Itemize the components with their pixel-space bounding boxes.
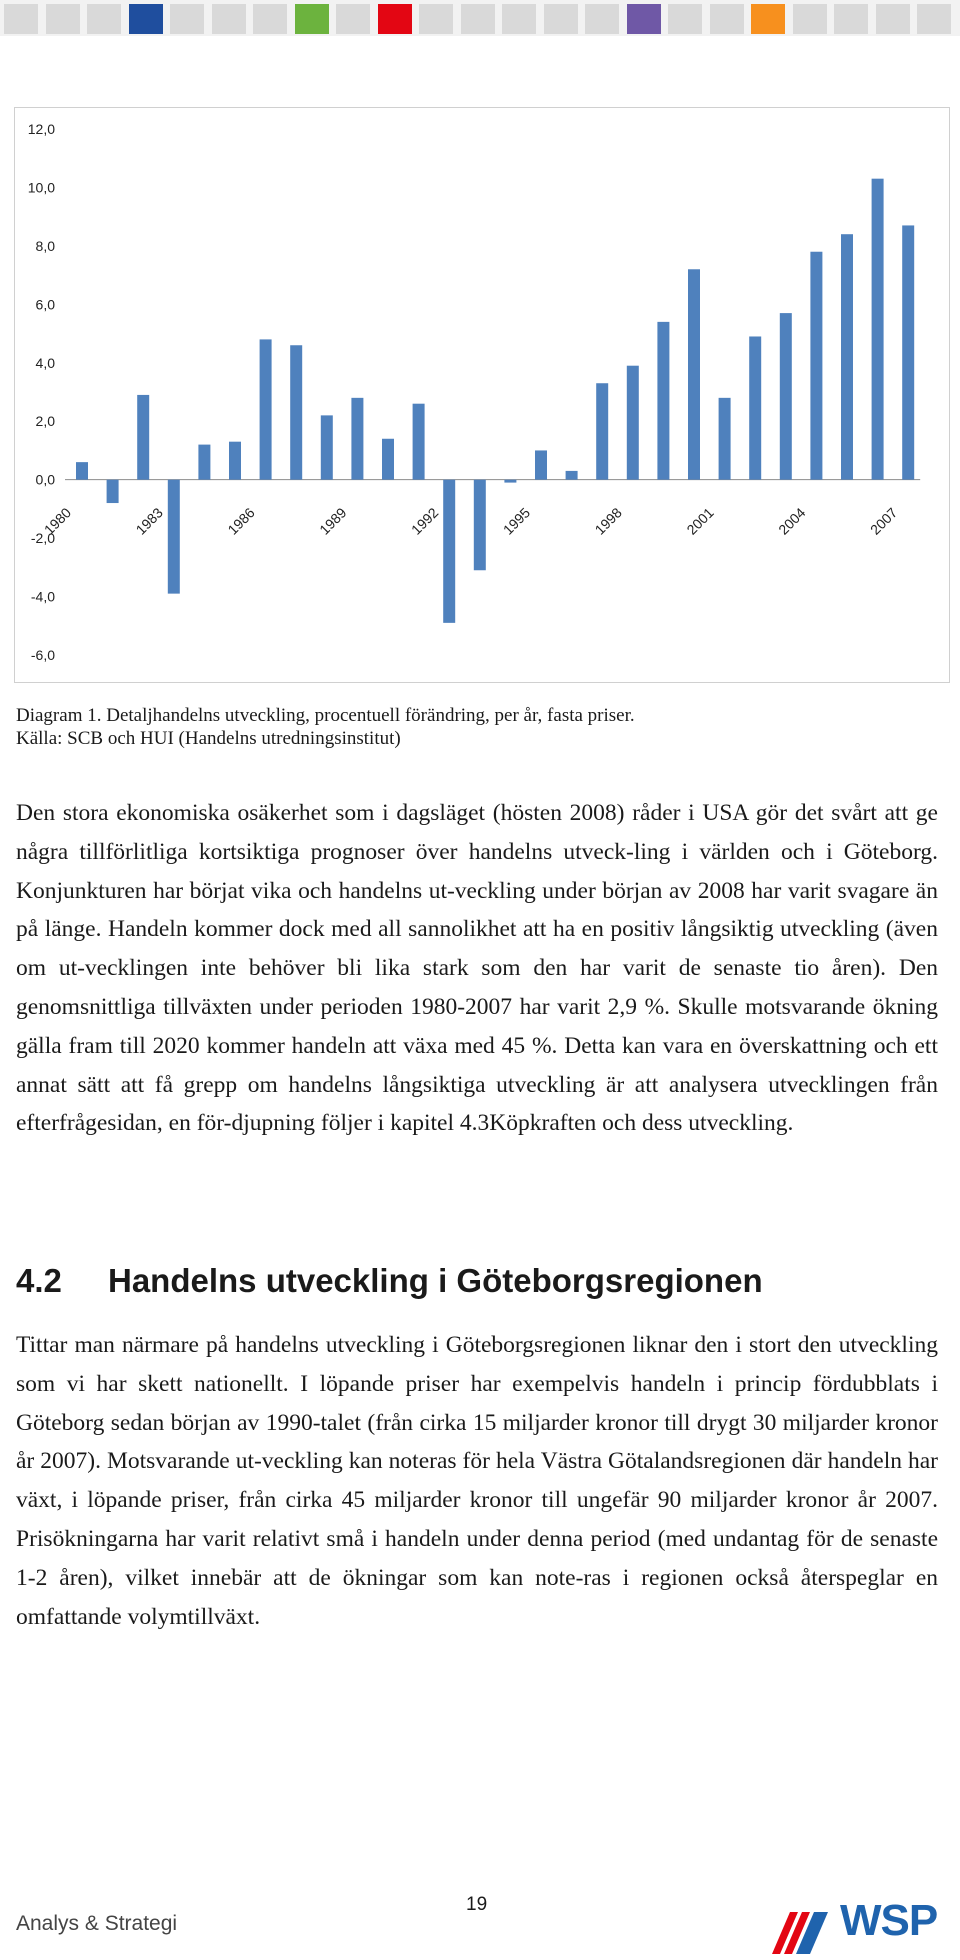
bar-1984: [198, 445, 210, 480]
y-tick-label: -2,0: [30, 530, 55, 547]
color-swatch: [544, 4, 578, 34]
color-swatch: [378, 4, 412, 34]
x-tick-label: 1995: [499, 504, 534, 538]
x-tick-label: 1983: [132, 504, 166, 538]
color-swatch: [336, 4, 370, 34]
color-swatch: [793, 4, 827, 34]
color-swatch: [585, 4, 619, 34]
caption-title: Diagram 1. Detaljhandelns utveckling, procentuell förändring, per år, fasta priser.: [16, 705, 635, 726]
color-swatch: [751, 4, 785, 34]
bar-1996: [566, 471, 578, 480]
x-tick-label: 2001: [683, 504, 717, 538]
bar-1994: [504, 480, 516, 483]
color-swatch: [461, 4, 495, 34]
bar-1993: [474, 480, 486, 571]
color-swatch: [46, 4, 80, 34]
y-tick-label: 2,0: [35, 413, 55, 430]
bar-1987: [290, 345, 302, 479]
color-swatch: [419, 4, 453, 34]
color-swatch: [212, 4, 246, 34]
color-swatch: [917, 4, 951, 34]
bar-2006: [872, 179, 884, 480]
section-heading: [16, 1262, 763, 1300]
bar-1999: [657, 322, 669, 480]
section-title: Handelns utveckling i Göteborgsregionen: [108, 1262, 763, 1299]
color-swatch: [834, 4, 868, 34]
bar-2005: [841, 234, 853, 479]
bar-chart: [15, 108, 949, 682]
bar-2002: [749, 336, 761, 479]
bar-1997: [596, 383, 608, 479]
bar-1991: [413, 404, 425, 480]
y-tick-label: 10,0: [27, 179, 55, 196]
color-swatch: [668, 4, 702, 34]
x-tick-label: 1980: [40, 504, 75, 538]
color-swatch: [295, 4, 329, 34]
y-tick-label: 0,0: [35, 471, 55, 488]
x-tick-label: 1998: [591, 504, 625, 538]
y-tick-label: 4,0: [35, 354, 55, 371]
color-swatch: [170, 4, 204, 34]
x-tick-label: 1989: [316, 504, 350, 538]
color-swatch: [876, 4, 910, 34]
color-swatch: [502, 4, 536, 34]
chart-caption: [16, 704, 936, 750]
color-swatch: [129, 4, 163, 34]
bar-1985: [229, 442, 241, 480]
bar-1988: [321, 415, 333, 479]
wsp-logo-mark: [768, 1898, 844, 1956]
paragraph-outlook: Den stora ekonomiska osäkerhet som i dagsläget (hösten 2008) råder i USA gör det svårt att ge några tillförlitliga kortsiktiga prognoser över handelns utveck-ling i världen och i Göteborg. Konjunkturen har börjat vika och handelns ut-veckling under början av 2008 har varit svagare än på länge. Handeln kommer dock med all sannolikhet att ha en positiv långsiktig utveckling (även om ut-vecklingen inte behöver bli lika stark som den har varit de senaste tio åren). Den genomsnittliga tillväxten under perioden 1980-2007 har varit 2,9 %. Skulle motsvarande ökning gälla fram till 2020 kommer handeln att växa med 45 %. Detta kan vara en överskattning och ett annat sätt att få grepp om handelns långsiktiga utveckling är att analysera utvecklingen från efterfrågesidan, en för-djupning följer i kapitel 4.3Köpkraften och dess utveckling.: [16, 800, 938, 1137]
y-tick-label: 8,0: [35, 237, 55, 254]
bar-2003: [780, 313, 792, 480]
color-swatch: [87, 4, 121, 34]
x-tick-label: 1992: [408, 504, 442, 538]
bar-2007: [902, 225, 914, 479]
bar-2004: [810, 252, 822, 480]
section-number: 4.2: [16, 1262, 62, 1299]
y-tick-label: -6,0: [30, 647, 55, 663]
bar-1983: [168, 480, 180, 594]
bar-1995: [535, 450, 547, 479]
paragraph-regional: Tittar man närmare på handelns utveckling i Göteborgsregionen liknar den i stort den utveckling som vi har skett nationellt. I löpande priser har exempelvis handeln i princip fördubblats i Göteborg sedan början av 1990-talet (från cirka 15 miljarder kronor till drygt 30 miljarder kronor år 2007). Motsvarande ut-veckling kan noteras för hela Västra Götalandsregionen där handeln har växt, i löpande priser, från cirka 45 miljarder kronor till ungefär 90 miljarder kronor år 2007. Prisökningarna har varit relativt små i handeln under denna period (med undantag för de senaste 1-2 åren), vilket innebär att de ökningar som kan note-ras i regionen också återspeglar en omfattande volymtillväxt.: [16, 1332, 938, 1630]
page-number: 19: [466, 1894, 488, 1915]
color-swatch: [253, 4, 287, 34]
bar-1990: [382, 439, 394, 480]
bar-1992: [443, 480, 455, 623]
bar-1986: [260, 339, 272, 479]
x-tick-label: 2004: [775, 504, 809, 538]
caption-source: Källa: SCB och HUI (Handelns utredningsinstitut): [16, 728, 401, 749]
bar-1981: [107, 480, 119, 503]
bar-1989: [351, 398, 363, 480]
wsp-logo-text: WSP: [840, 1896, 938, 1945]
bar-1980: [76, 462, 88, 480]
y-tick-label: 6,0: [35, 296, 55, 313]
bar-2001: [719, 398, 731, 480]
footer-company-text: Analys & Strategi: [16, 1912, 178, 1935]
y-tick-label: -4,0: [30, 588, 55, 605]
bar-1982: [137, 395, 149, 480]
bar-1998: [627, 366, 639, 480]
x-tick-label: 2007: [867, 504, 901, 538]
top-color-bar: [0, 0, 960, 36]
y-tick-label: 12,0: [27, 121, 55, 137]
color-swatch: [627, 4, 661, 34]
x-tick-label: 1986: [224, 504, 258, 538]
color-swatch: [710, 4, 744, 34]
bar-2000: [688, 269, 700, 479]
color-swatch: [4, 4, 38, 34]
chart-frame: [14, 107, 950, 683]
